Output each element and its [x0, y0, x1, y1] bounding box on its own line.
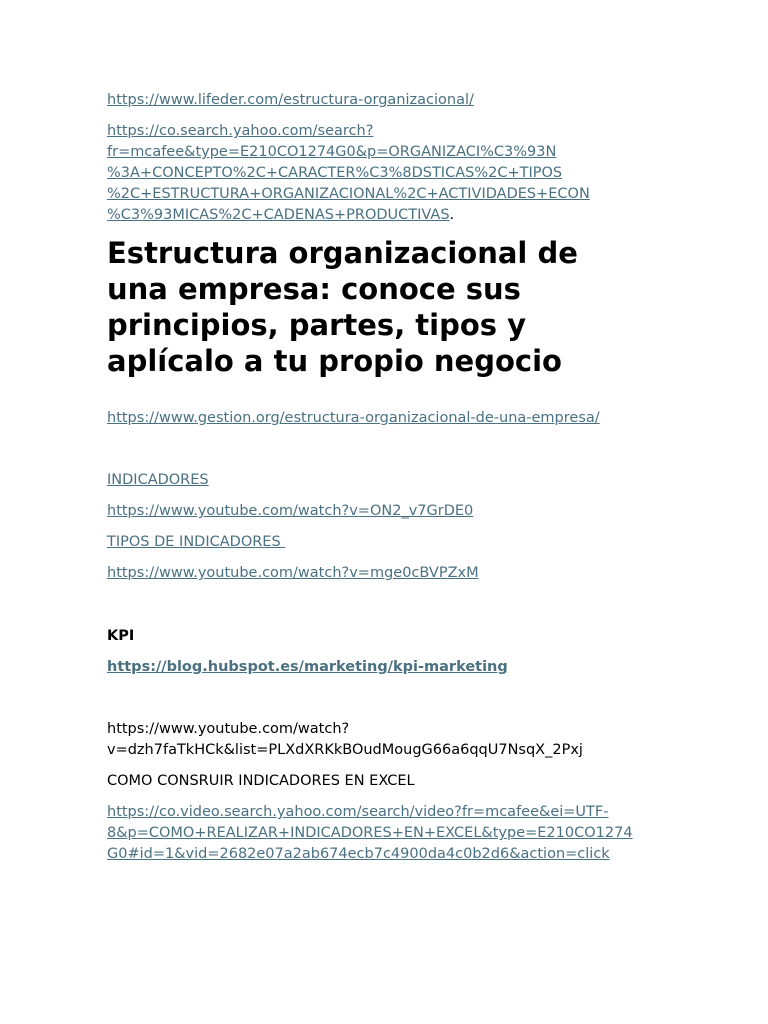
plain-url-line: v=dzh7faTkHCk&list=PLXdXRKkBOudMougG66a6qqU7NsqX_2Pxj — [107, 742, 583, 758]
lifeder-link-paragraph — [107, 90, 667, 111]
youtube-link-2-paragraph — [107, 563, 667, 584]
title-line: aplícalo a tu propio negocio — [107, 344, 562, 378]
yahoo-search-link-line[interactable]: %2C+ESTRUCTURA+ORGANIZACIONAL%2C+ACTIVIDADES+ECON — [107, 186, 590, 202]
como-construir-text: COMO CONSRUIR INDICADORES EN EXCEL — [107, 773, 415, 789]
title-line: Estructura organizacional de — [107, 236, 578, 270]
youtube-link-1[interactable]: https://www.youtube.com/watch?v=ON2_v7GrDE0 — [107, 503, 474, 519]
trailing-period: . — [449, 207, 455, 223]
indicadores-link[interactable]: INDICADORES — [107, 472, 209, 488]
yahoo-video-link-line[interactable]: G0#id=1&vid=2682e07a2ab674ecb7c4900da4c0b2d6&action=click — [107, 846, 610, 862]
youtube-link-2[interactable]: https://www.youtube.com/watch?v=mge0cBVPZxM — [107, 565, 479, 581]
gestion-link-paragraph — [107, 408, 667, 429]
yahoo-video-link-line[interactable]: https://co.video.search.yahoo.com/search/video?fr=mcafee&ei=UTF- — [107, 804, 609, 820]
youtube-link-1-paragraph — [107, 501, 667, 522]
plain-url-line: https://www.youtube.com/watch? — [107, 721, 350, 737]
tipos-indicadores-link[interactable]: TIPOS DE INDICADORES — [107, 534, 286, 550]
hubspot-link[interactable]: https://blog.hubspot.es/marketing/kpi-marketing — [107, 659, 508, 675]
tipos-paragraph — [107, 532, 667, 553]
document-body — [107, 90, 667, 865]
yahoo-search-link-line[interactable]: https://co.search.yahoo.com/search? — [107, 123, 374, 139]
yahoo-search-link-line[interactable]: %3A+CONCEPTO%2C+CARACTER%C3%8DSTICAS%2C+TIPOS — [107, 165, 563, 181]
lifeder-link[interactable]: https://www.lifeder.com/estructura-organizacional/ — [107, 92, 474, 108]
page-title — [107, 235, 667, 379]
kpi-heading: KPI — [107, 628, 135, 644]
yahoo-video-link-line[interactable]: 8&p=COMO+REALIZAR+INDICADORES+EN+EXCEL&type=E210CO1274 — [107, 825, 633, 841]
yahoo-search-link-paragraph — [107, 121, 667, 226]
yahoo-video-link-paragraph — [107, 802, 667, 865]
indicadores-paragraph — [107, 470, 667, 491]
title-line: una empresa: conoce sus — [107, 272, 521, 306]
yahoo-search-link-line[interactable]: %C3%93MICAS%2C+CADENAS+PRODUCTIVAS — [107, 207, 450, 223]
yahoo-search-link-line[interactable]: fr=mcafee&type=E210CO1274G0&p=ORGANIZACI%C3%93N — [107, 144, 557, 160]
title-line: principios, partes, tipos y — [107, 308, 527, 342]
plain-youtube-url — [107, 719, 667, 761]
hubspot-link-paragraph — [107, 657, 667, 678]
gestion-link[interactable]: https://www.gestion.org/estructura-organizacional-de-una-empresa/ — [107, 410, 600, 426]
